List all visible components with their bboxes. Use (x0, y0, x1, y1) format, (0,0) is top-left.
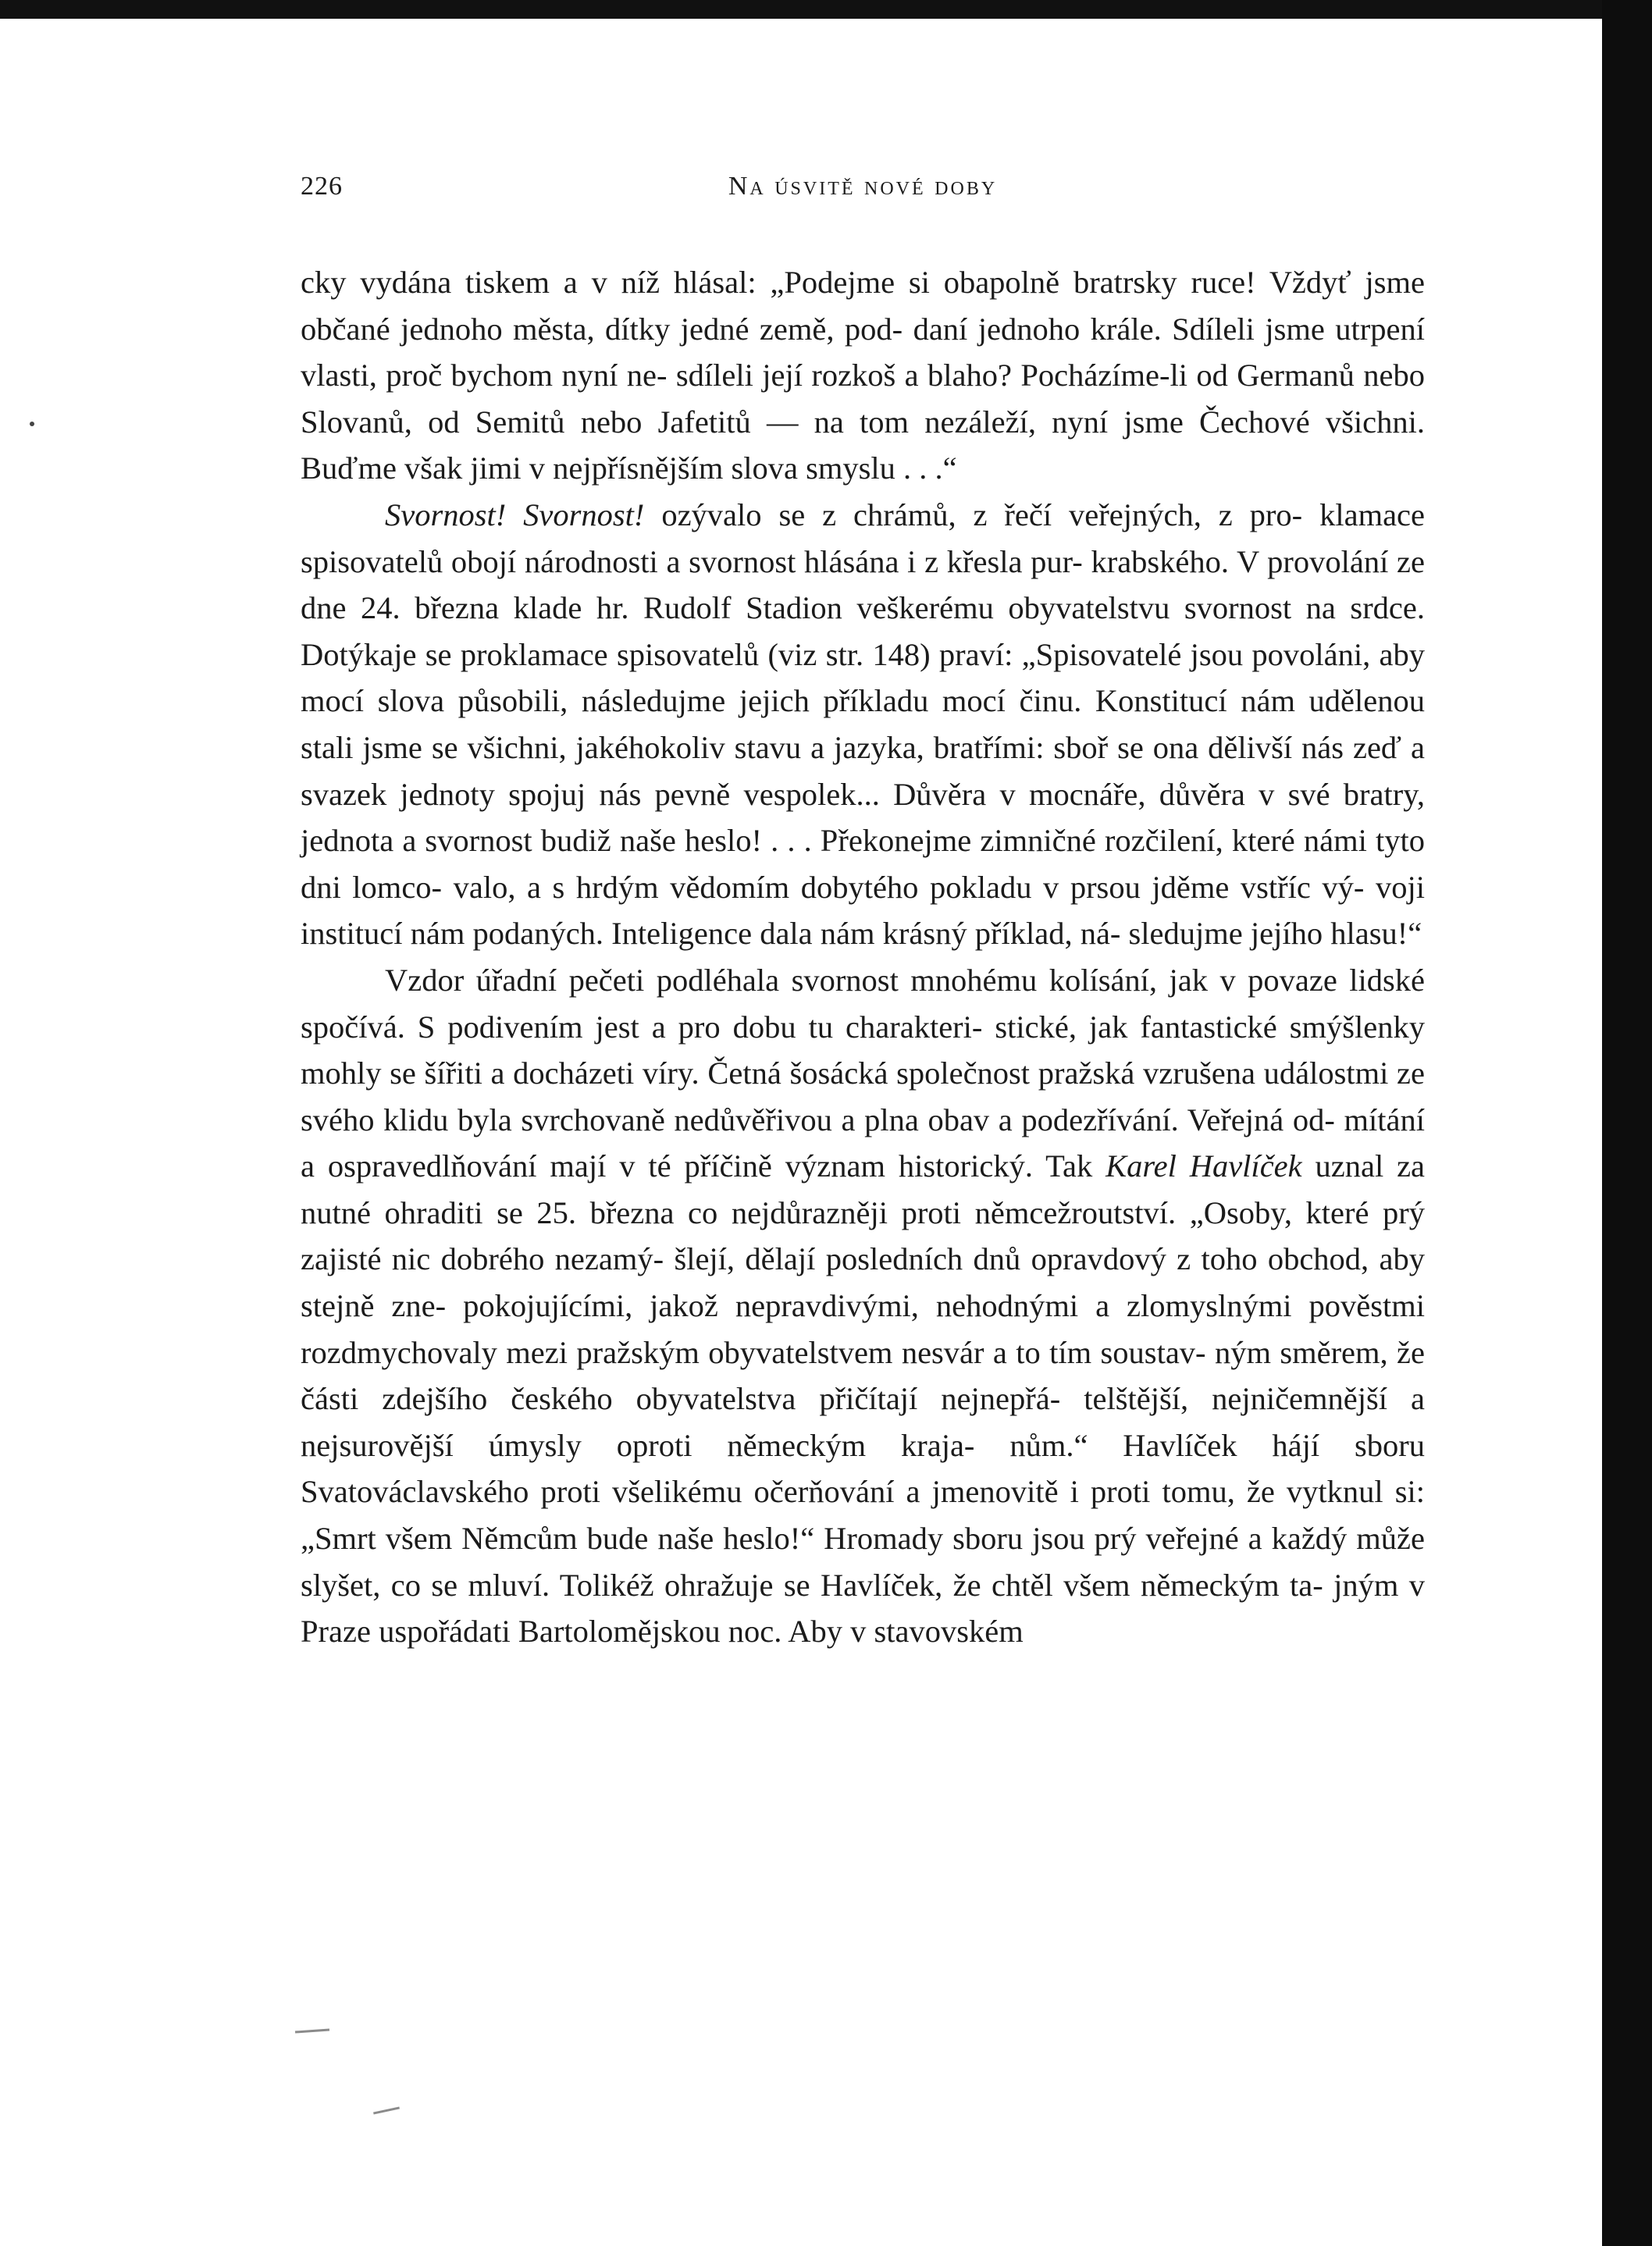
text-line: a jmenovitě i proti tomu, že vytknul si: „Smrt všem Němcům bude (301, 1474, 1426, 1557)
text-line: krabského. V provolání ze dne 24. března klade hr. Rudolf Stadion (301, 543, 1425, 626)
text-line: Buďme však jimi v nejpřísnějším slova smyslu . . .“ (301, 450, 957, 486)
text-line: sdíleli její rozkoš a blaho? Pocházíme-li od Germanů nebo Slovanů, (301, 358, 1426, 440)
paragraph (301, 259, 1425, 492)
text-line: v povaze lidské spočívá. S podivením jest a pro dobu tu charakteri- (301, 962, 1425, 1045)
text-line: sledujme jejího hlasu!“ (1128, 916, 1422, 952)
margin-speck (30, 422, 34, 426)
emphasis-name: Karel Havlíček (1105, 1148, 1302, 1184)
text-line: nům.“ Havlíček hájí sboru Svatováclavského proti všelikému očerňování (301, 1427, 1426, 1510)
text-line: pokojujícími, jakož nepravdivými, nehodnými a zlomyslnými pověstmi (463, 1288, 1425, 1324)
text-line: Důvěra v mocnáře, důvěra v své bratry, jednota a svornost budiž naše (301, 776, 1425, 859)
scan-smudge (373, 2106, 400, 2114)
text-line: proti němcežroutství. „Osoby, které prý zajisté nic dobrého nezamý- (301, 1194, 1426, 1277)
running-title: Na úsvitě nové doby (728, 172, 998, 201)
page-number: 226 (301, 172, 343, 201)
text-line: ozývalo se z chrámů, z řečí veřejných, z pro- (644, 497, 1303, 532)
text-line: stické, jak fantastické smýšlenky mohly se šířiti a docházeti víry. (301, 1009, 1426, 1091)
text-line: ným směrem, že části zdejšího českého obyvatelstva přičítají nejnepřá- (301, 1334, 1425, 1417)
body-text (301, 259, 1425, 1655)
text-line: cky vydána tiskem a v níž hlásal: „Podejme si obapolně bratrsky (301, 265, 1177, 300)
text-line: ruce! Vždyť jsme občané jednoho města, dítky jedné země, pod- (301, 265, 1425, 347)
text-line: slova působili, následujme jejich příkladu mocí činu. Konstitucí nám (377, 683, 1295, 719)
text-line: heslo! . . . Překonejme zimničné rozčilení, které námi tyto dni lomco- (301, 823, 1425, 905)
paragraph (301, 492, 1425, 957)
scan-top-border (0, 0, 1652, 19)
text-line: rozdmychovaly mezi pražským obyvatelstvem nesvár a to tím soustav- (301, 1334, 1206, 1370)
text-line: udělenou stali jsme se všichni, jakéhokoliv stavu a jazyka, bratřími: sboř (301, 683, 1426, 765)
text-line: naše heslo!“ Hromady sboru jsou prý veřejné a každý může slyšet, co (301, 1521, 1425, 1603)
text-line: šlejí, dělají posledních dnů opravdový z toho obchod, aby stejně zne- (301, 1241, 1425, 1324)
text-line: uznal za nutné ohraditi se 25. března co nejdůrazněji (301, 1148, 1426, 1230)
text-line: mítání a ospravedlňování mají v té příčině význam historický. Tak (301, 1102, 1426, 1184)
text-line: telštější, nejničemnější a nejsurovější úmysly oproti německým kraja- (301, 1381, 1426, 1463)
text-line: klamace spisovatelů obojí národnosti a svornost hlásána i z křesla pur- (301, 497, 1426, 579)
text-line: Četná šosácká společnost pražská vzrušena událostmi ze svého klidu (301, 1055, 1425, 1137)
emphasis-text: Svornost! Svornost! (385, 497, 645, 532)
text-line: byla svrchovaně nedůvěřivou a plna obav a podezřívání. Veřejná od- (458, 1102, 1335, 1137)
text-line: daní jednoho krále. Sdíleli jsme utrpení vlasti, proč bychom nyní ne- (301, 311, 1425, 393)
page-header (301, 172, 1425, 211)
text-line: voji institucí nám podaných. Inteligence dala nám krásný příklad, ná- (301, 869, 1425, 952)
scan-smudge (295, 2028, 329, 2033)
text-line: jným v Praze uspořádati Bartolomějskou noc. Aby v stavovském (301, 1567, 1426, 1650)
scan-right-border (1602, 0, 1652, 2246)
text-line: spisovatelů (viz str. 148) praví: „Spisovatelé jsou povoláni, aby mocí (301, 636, 1425, 719)
text-line: Vzdor úřadní pečeti podléhala svornost mnohému kolísání, jak (385, 962, 1208, 998)
text-line: se ona dělivší nás zeď a svazek jednoty spojuj nás pevně vespolek... (301, 729, 1426, 812)
text-line: veškerému obyvatelstvu svornost na srdce. Dotýkaje se proklamace (301, 590, 1426, 672)
paragraph (301, 957, 1425, 1655)
text-line: od Semitů nebo Jafetitů — na tom nezáleží, nyní jsme Čechové všichni. (428, 404, 1426, 440)
text-line: valo, a s hrdým vědomím dobytého pokladu v prsou jděme vstříc vý- (453, 869, 1365, 905)
text-line: se mluví. Tolikéž ohražuje se Havlíček, že chtěl všem německým ta- (431, 1567, 1323, 1603)
